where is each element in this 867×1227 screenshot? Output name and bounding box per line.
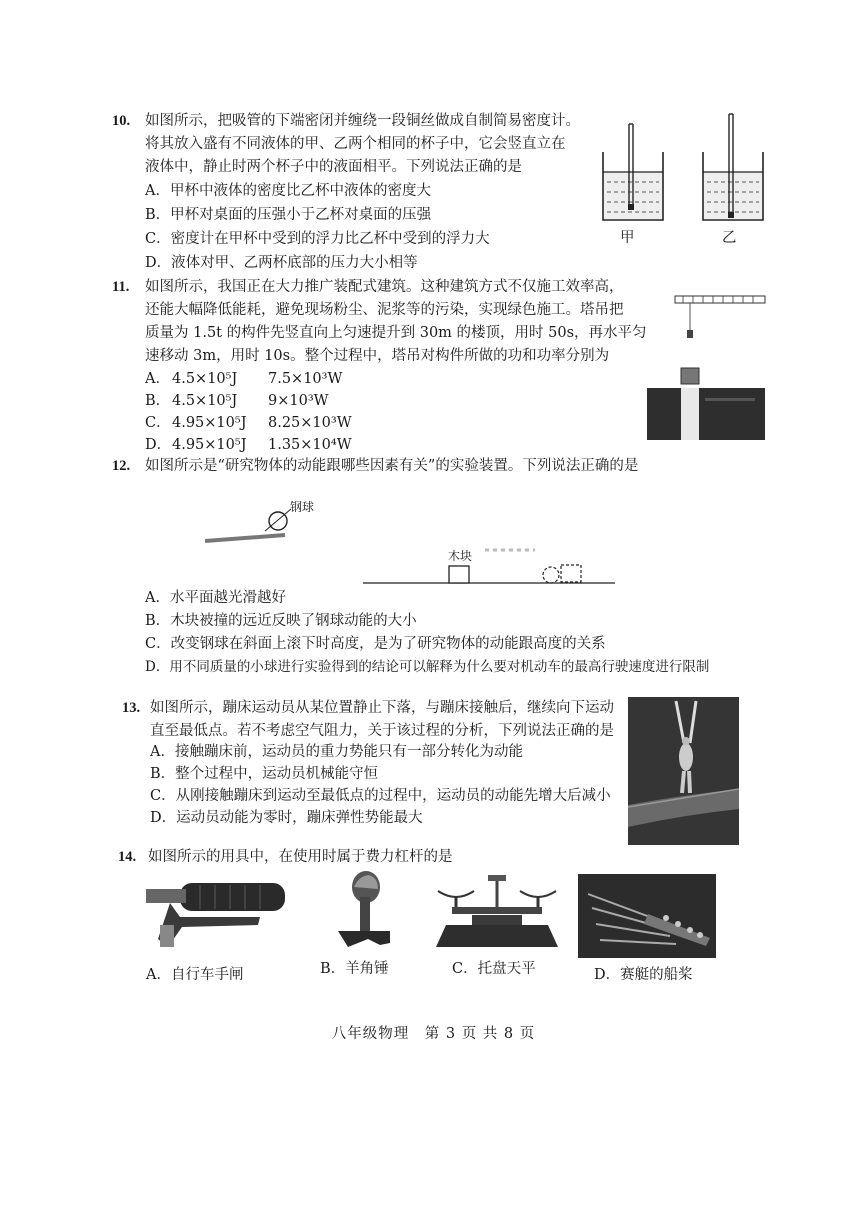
option-d: D．运动员动能为零时，蹦床弹性势能最大 (150, 810, 423, 826)
question-text: 如图所示，把吸管的下端密闭并缠绕一段铜丝做成自制简易密度计。 (145, 113, 580, 129)
option-c: C．改变钢球在斜面上滚下时高度，是为了研究物体的动能跟高度的关系 (145, 636, 606, 652)
question-text: 质量为 1.5t 的构件先竖直向上匀速提升到 30m 的楼顶，用时 50s，再水平匀 (145, 325, 647, 341)
bike-brake-lever-image (140, 877, 290, 957)
question-text: 如图所示的用具中，在使用时属于费力杠杆的是 (148, 849, 453, 865)
rowing-oars-image (578, 874, 716, 958)
option-c: C．从刚接触蹦床到运动至最低点的过程中，运动员的动能先增大后减小 (150, 788, 611, 804)
option-b: B．整个过程中，运动员机械能守恒 (150, 766, 379, 782)
beaker-jia (603, 124, 663, 220)
option-power: 9×10³W (268, 393, 329, 409)
option-b: B．甲杯对桌面的压强小于乙杯对桌面的压强 (145, 207, 432, 223)
option-work: 4.5×10⁵J (172, 393, 238, 409)
incline-ramp (205, 535, 285, 541)
option-work: 4.5×10⁵J (172, 371, 238, 387)
option-letter: A． (145, 371, 170, 387)
figure-label-jia: 甲 (620, 230, 635, 246)
option-a: A．水平面越光滑越好 (145, 590, 286, 606)
question-text: 将其放入盛有不同液体的甲、乙两个相同的杯子中，它会竖直立在 (145, 136, 566, 152)
option-c: C．托盘天平 (452, 961, 536, 977)
pan-balance-image (432, 869, 562, 951)
question-text: 还能大幅降低能耗，避免现场粉尘、泥浆等的污染，实现绿色施工。塔吊把 (145, 302, 624, 318)
option-power: 7.5×10³W (268, 371, 343, 387)
option-d: D．赛艇的船桨 (594, 967, 693, 983)
option-power: 1.35×10⁴W (268, 437, 352, 453)
trampoline-photo (628, 697, 739, 845)
kinetic-energy-apparatus (205, 495, 625, 590)
option-c: C．密度计在甲杯中受到的浮力比乙杯中受到的浮力大 (145, 231, 490, 247)
figure-label-ball: 钢球 (290, 500, 315, 514)
question-text: 如图所示是“研究物体的动能跟哪些因素有关”的实验装置。下列说法正确的是 (145, 458, 639, 474)
question-text: 如图所示，蹦床运动员从某位置静止下落，与蹦床接触后，继续向下运动 (150, 700, 614, 716)
question-text: 直至最低点。若不考虑空气阻力，关于该过程的分析，下列说法正确的是 (150, 723, 614, 739)
option-power: 8.25×10³W (268, 415, 352, 431)
option-letter: B． (145, 393, 171, 409)
option-b: B．木块被撞的远近反映了钢球动能的大小 (145, 613, 417, 629)
option-d: D．液体对甲、乙两杯底部的压力大小相等 (145, 255, 418, 271)
question-number: 10. (112, 113, 131, 129)
option-work: 4.95×10⁵J (172, 437, 247, 453)
wood-block (449, 566, 469, 583)
option-d: D．用不同质量的小球进行实验得到的结论可以解释为什么要对机动车的最高行驶速度进行限制 (145, 659, 710, 675)
option-letter: C． (145, 415, 171, 431)
option-b: B．羊角锤 (320, 961, 389, 977)
question-text: 如图所示，我国正在大力推广装配式建筑。这种建筑方式不仅施工效率高， (145, 279, 624, 295)
option-a: A．接触蹦床前，运动员的重力势能只有一部分转化为动能 (150, 744, 523, 760)
question-number: 11. (112, 279, 130, 295)
question-number: 14. (118, 849, 137, 865)
option-work: 4.95×10⁵J (172, 415, 247, 431)
question-text: 液体中，静止时两个杯子中的液面相平。下列说法正确的是 (145, 159, 522, 175)
option-letter: D． (145, 437, 172, 453)
beaker-yi (703, 114, 763, 220)
option-a: A．自行车手闸 (146, 967, 244, 983)
question-number: 12. (112, 458, 131, 474)
figure-label-yi: 乙 (722, 230, 737, 246)
page-footer: 八年级物理 第 3 页 共 8 页 (331, 1026, 536, 1042)
question-number: 13. (122, 700, 141, 716)
figure-label-block: 木块 (448, 549, 473, 563)
tower-crane-photo (645, 290, 767, 442)
question-text: 速移动 3m，用时 10s。整个过程中，塔吊对构件所做的功和功率分别为 (145, 348, 610, 364)
claw-hammer-image (328, 869, 398, 949)
option-a: A．甲杯中液体的密度比乙杯中液体的密度大 (145, 183, 431, 199)
